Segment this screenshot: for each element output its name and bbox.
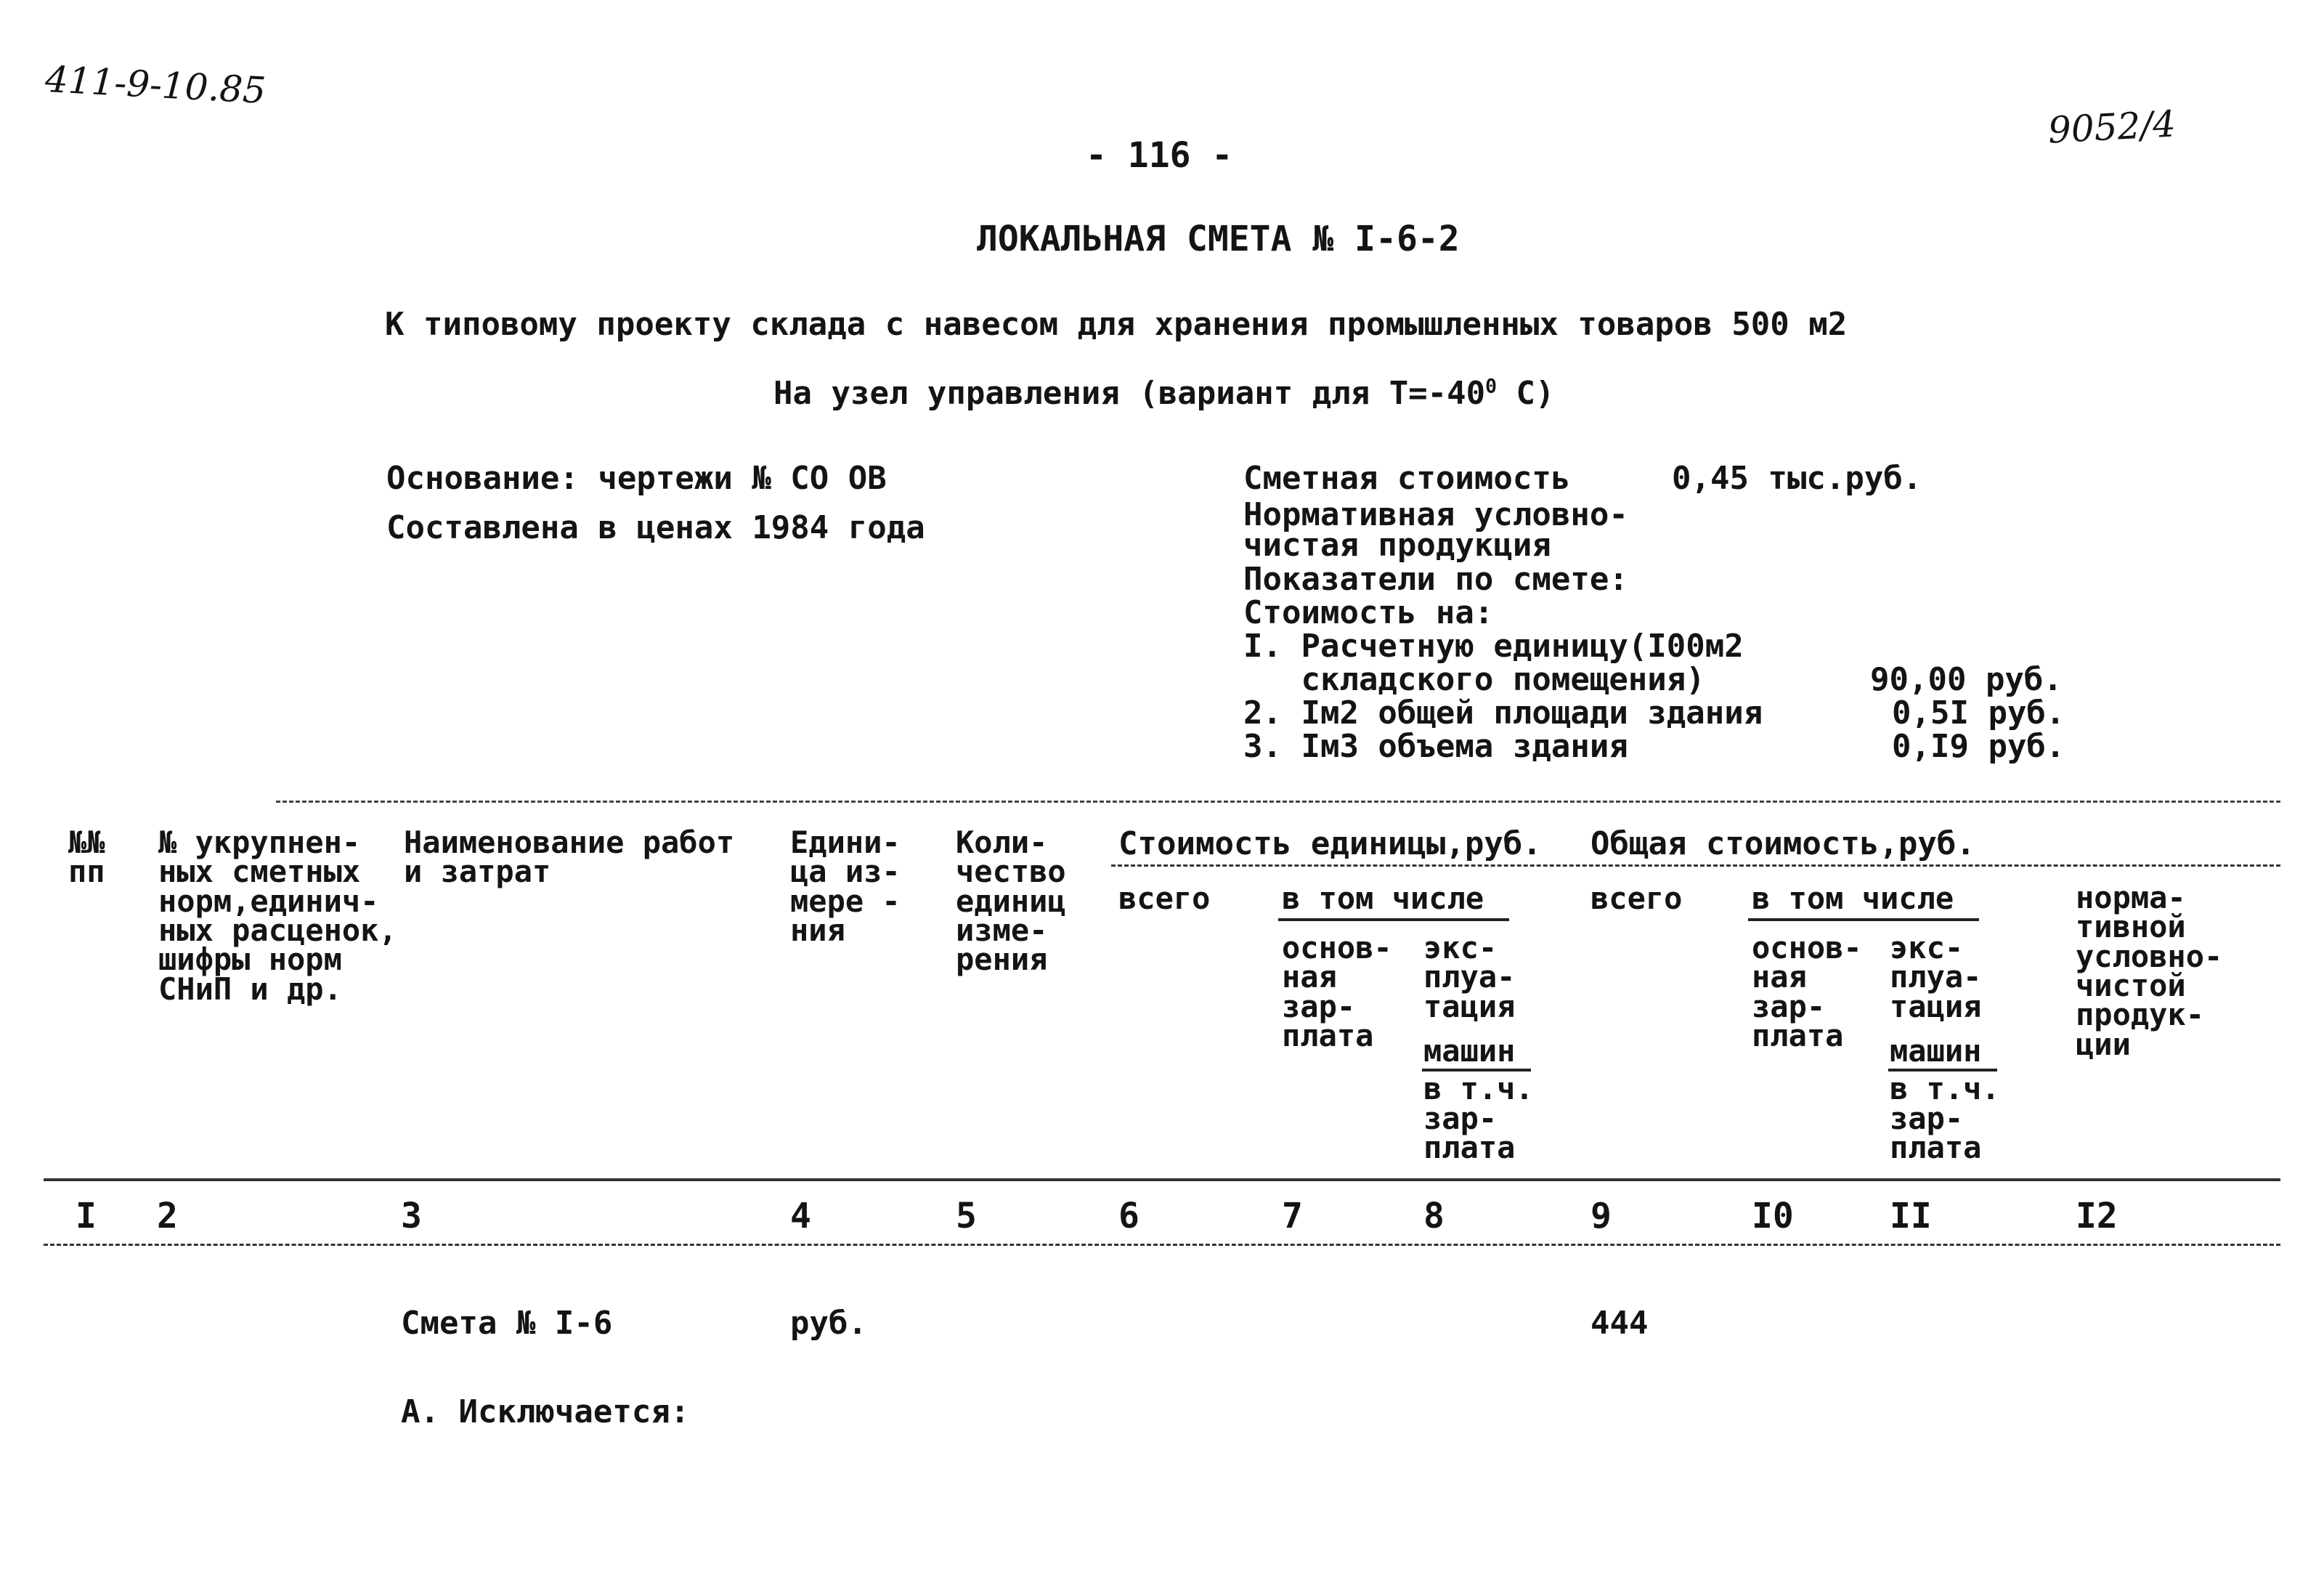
column-number: 6: [1118, 1196, 1139, 1236]
header-work-name: Наименование работ и затрат: [404, 825, 735, 890]
section-a-heading: А. Исключается:: [401, 1393, 690, 1430]
cost-group-rule: [1111, 864, 2280, 867]
header-unit-including: в том числе: [1282, 880, 1484, 916]
column-number: 5: [956, 1196, 977, 1236]
column-number: 8: [1423, 1196, 1445, 1236]
cost-per-label: Стоимость на:: [1243, 594, 1494, 631]
column-number: I2: [2076, 1196, 2118, 1236]
basis-line: Основание: чертежи № СО ОВ: [386, 460, 887, 497]
row-total-cost: 444: [1590, 1305, 1649, 1342]
column-number: II: [1890, 1196, 1932, 1236]
page-number: - 116 -: [1086, 135, 1233, 176]
header-total-total: всего: [1590, 880, 1683, 916]
estimate-cost-value: 0,45 тыс.руб.: [1672, 460, 1922, 497]
estimate-cost-label: Сметная стоимость: [1243, 460, 1571, 497]
header-total-machines: экс- плуа- тация: [1890, 930, 1982, 1024]
underline-total-including: [1748, 918, 1979, 921]
indicator-2-label: 2. Iм2 общей площади здания: [1243, 694, 1763, 732]
indicator-2-value: 0,5I руб.: [1892, 694, 2065, 732]
column-number: 7: [1282, 1196, 1303, 1236]
header-unit-machines-word: машин: [1423, 1033, 1516, 1069]
price-base-line: Составлена в ценах 1984 года: [386, 509, 925, 546]
header-unit: Едини- ца из- мере - ния: [790, 825, 901, 948]
header-quantity: Коли- чество единиц изме- рения: [956, 825, 1066, 978]
column-number: 9: [1590, 1196, 1612, 1236]
header-bottom-rule: [44, 1178, 2280, 1181]
header-normative-product: норма- тивной условно- чистой продук- ции: [2076, 880, 2223, 1062]
indicator-1-label: I. Расчетную единицу(I00м2: [1243, 628, 1744, 665]
indicators-label: Показатели по смете:: [1243, 561, 1628, 598]
control-unit-subtitle: На узел управления (вариант для $Т=-40^0$ С): [773, 375, 1555, 412]
column-number: 4: [790, 1196, 811, 1236]
header-total-machines-word: машин: [1890, 1033, 1982, 1069]
header-total-cost: Общая стоимость,руб.: [1590, 825, 1975, 862]
header-unit-machine-wage: зар- плата: [1423, 1101, 1516, 1166]
header-total-incl-wage: в т.ч.: [1890, 1071, 2000, 1106]
indicator-3-value: 0,I9 руб.: [1892, 728, 2065, 765]
header-unit-machines: экс- плуа- тация: [1423, 930, 1516, 1024]
header-unit-total: всего: [1118, 880, 1211, 916]
indicator-1-label-cont: складского помещения): [1243, 661, 1705, 698]
project-subtitle: К типовому проекту склада с навесом для хранения промышленных товаров 500 м2: [385, 306, 1848, 343]
column-number: 2: [157, 1196, 178, 1236]
indicator-1-value: 90,00 руб.: [1870, 661, 2063, 698]
header-unit-incl-wage: в т.ч.: [1423, 1071, 1534, 1106]
header-total-machine-wage: зар- плата: [1890, 1101, 1982, 1166]
row-estimate-name: Смета № I-6: [401, 1305, 613, 1342]
column-number: I: [76, 1196, 97, 1236]
column-numbers-rule: [44, 1244, 2280, 1246]
header-unit-basic-wage: основ- ная зар- плата: [1282, 930, 1392, 1053]
header-total-including: в том числе: [1752, 880, 1954, 916]
header-norm-code: № укрупнен- ных сметных норм,единич- ных расценок, шифры норм СНиП и др.: [158, 825, 397, 1007]
normative-product-label: Нормативная условно- чистая продукция: [1243, 496, 1628, 564]
underline-unit-including: [1278, 918, 1509, 921]
page-title: ЛОКАЛЬНАЯ СМЕТА № I-6-2: [977, 219, 1460, 259]
table-top-rule: [276, 801, 2280, 803]
sheet-number-mark: 9052/4: [2047, 102, 2177, 152]
indicator-3-label: 3. Iм3 объема здания: [1243, 728, 1628, 765]
column-number: 3: [401, 1196, 422, 1236]
row-unit: руб.: [790, 1305, 867, 1342]
archive-number-mark: 411-9-10.85: [44, 58, 267, 112]
header-unit-cost: Стоимость единицы,руб.: [1118, 825, 1542, 862]
header-row-number: №№ пп: [68, 825, 105, 890]
column-number: I0: [1752, 1196, 1794, 1236]
header-total-basic-wage: основ- ная зар- плата: [1752, 930, 1862, 1053]
